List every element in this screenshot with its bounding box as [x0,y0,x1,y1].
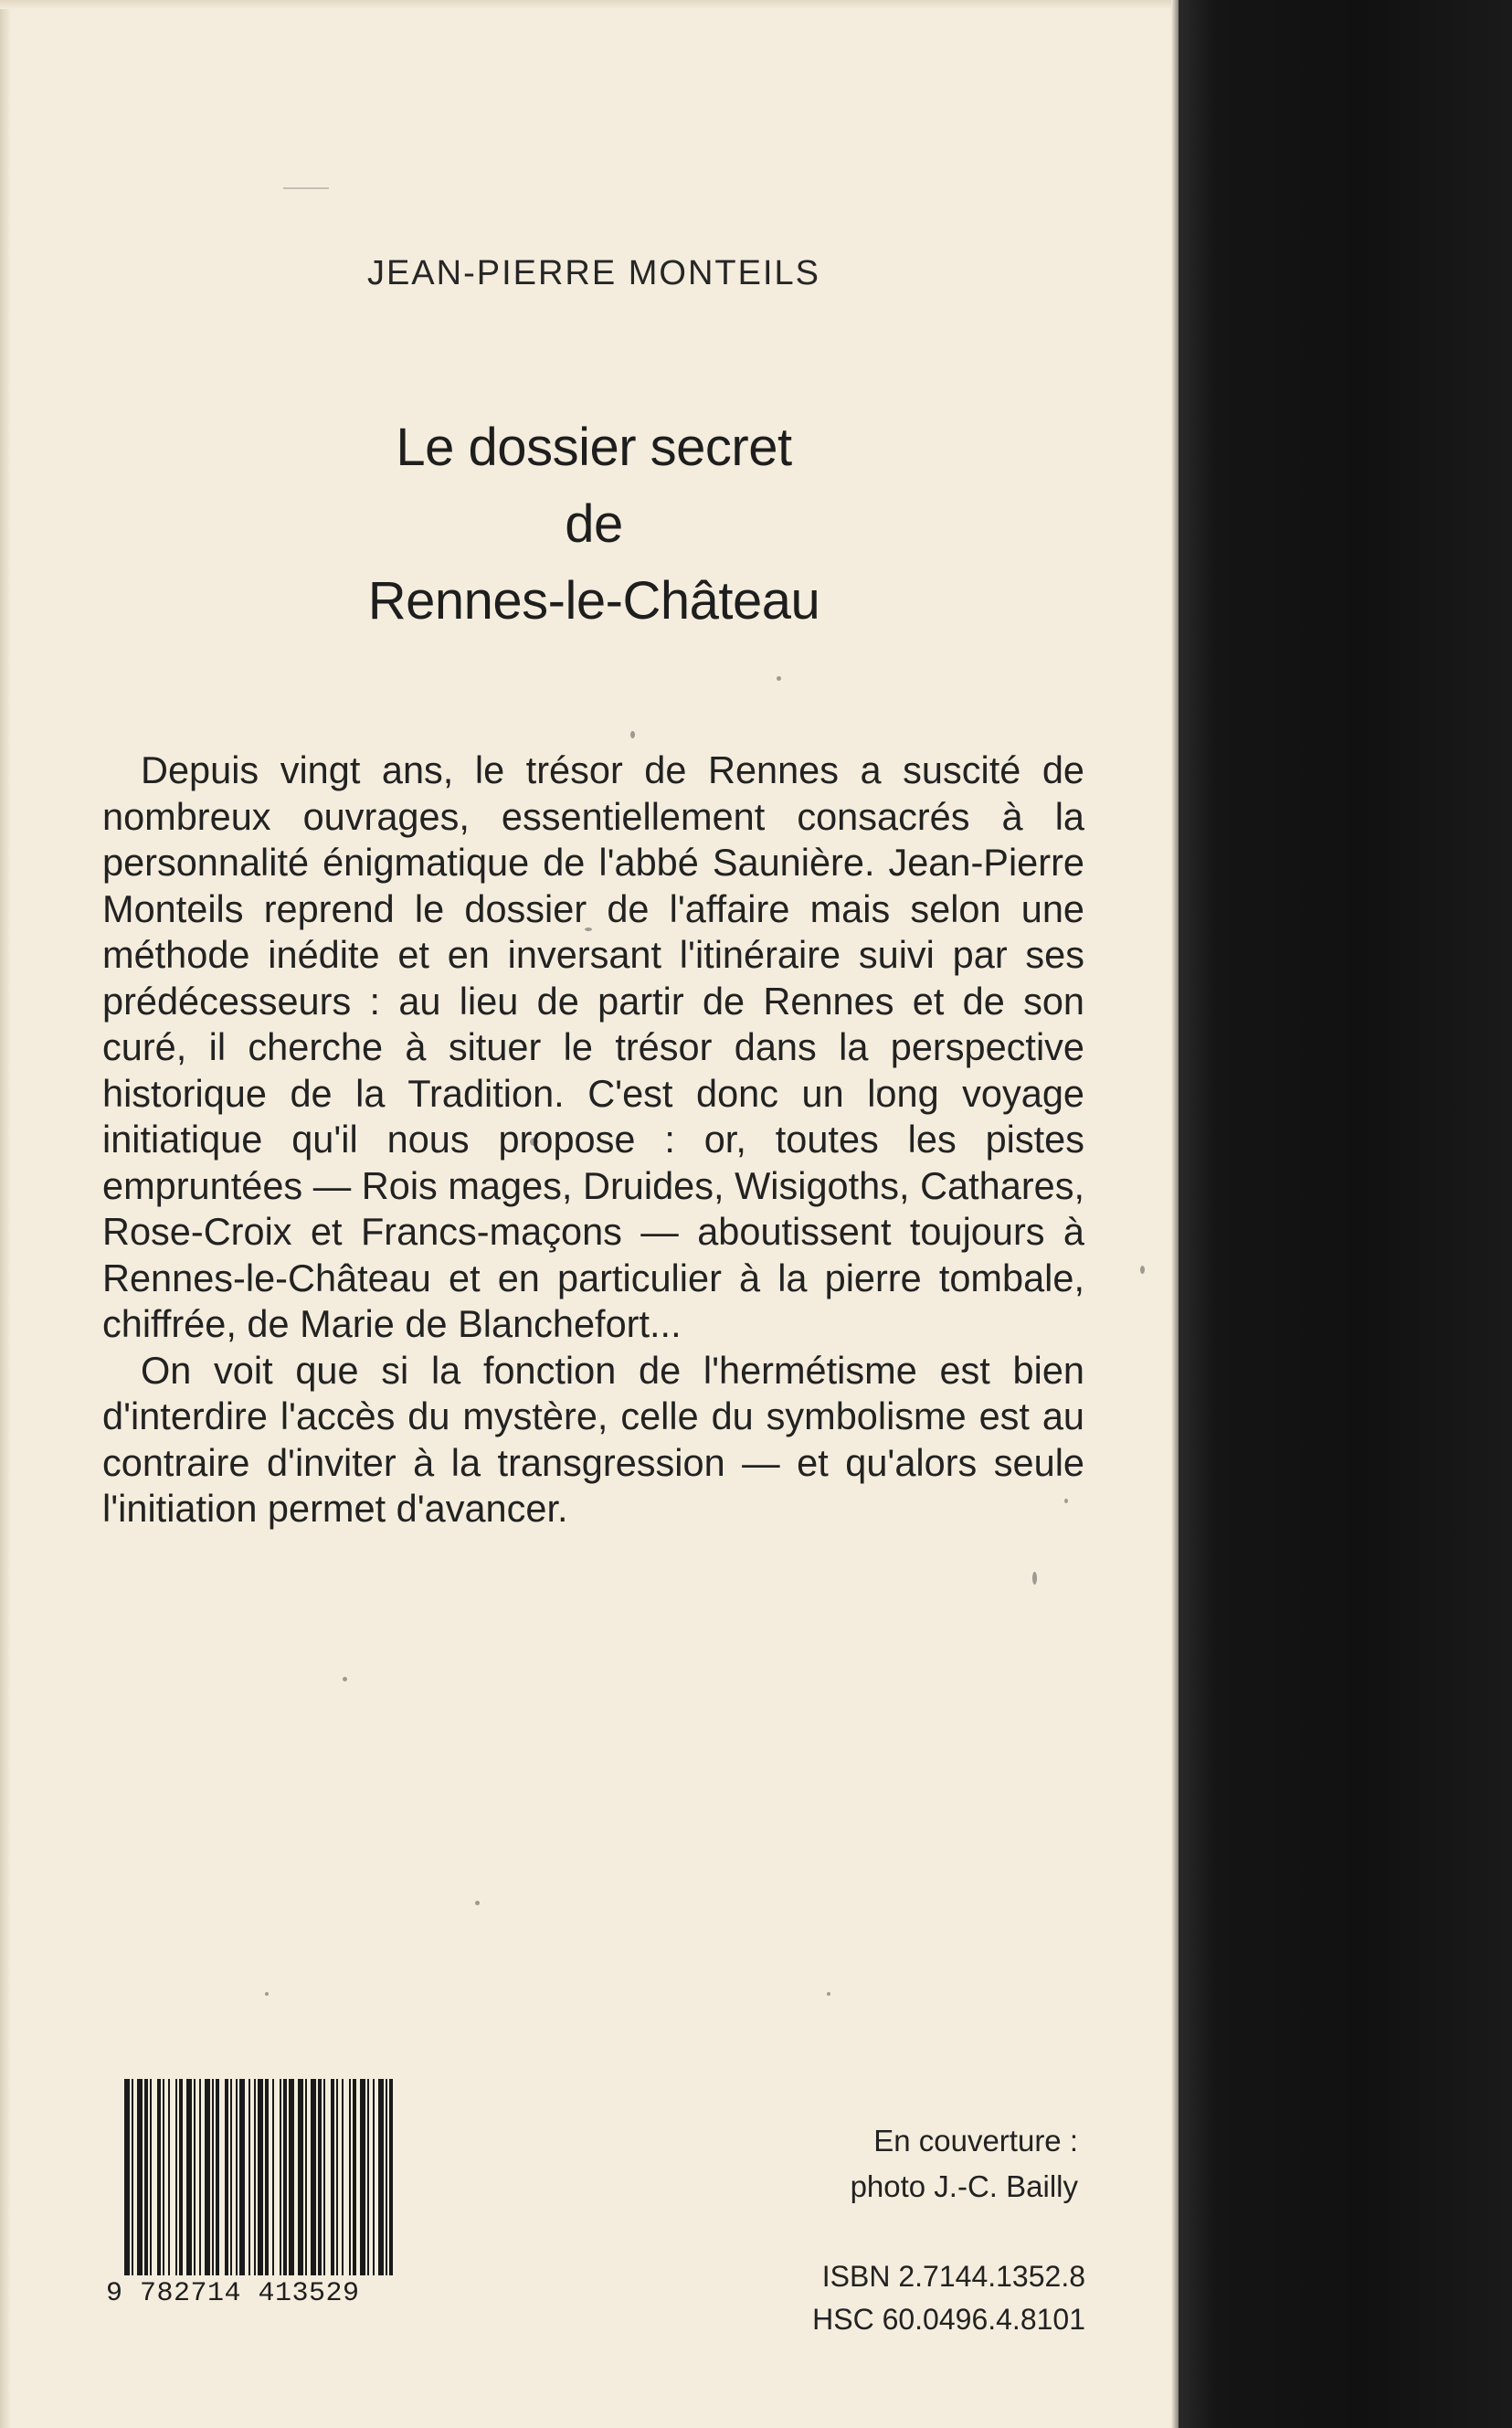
barcode-bar [386,2079,387,2275]
barcode-bar [175,2079,177,2275]
barcode-bar [360,2079,365,2275]
barcode-bar [280,2079,281,2275]
speck [265,1992,269,1996]
barcode-bar [225,2079,228,2275]
isbn-code: ISBN 2.7144.1352.8 [821,2260,1085,2293]
barcode-bar [272,2079,274,2275]
barcode-bar [378,2079,384,2275]
barcode-bar [283,2079,287,2275]
barcode [106,2079,407,2321]
barcode-bar [367,2079,369,2275]
credit-line-1: En couverture : [873,2124,1078,2158]
speck [630,731,635,738]
barcode-bar [216,2079,219,2275]
barcode-bar [157,2079,161,2275]
barcode-bar [353,2079,356,2275]
barcode-bar [336,2079,338,2275]
barcode-bar [230,2079,232,2275]
blurb-paragraph-1: Depuis vingt ans, le trésor de Rennes a suscité de nombreux ouvrages, essentiellement consacrés à la personnalité énigmatique de l'abbé Saunière. Jean-Pierre Monteils reprend le dossier de l'affaire mais selon une méthode inédite et en inversant l'itinéraire suivi par ses prédécesseurs : au lieu de partir de Rennes et de son curé, il cherche à situer le trésor dans la perspective historique de la Tradition. C'est donc un long voyage initiatique qu'il nous propose : or, toutes les pistes empruntées — Rois mages, Druides, Wisigoths, Cathares, Rose-Croix et Francs-maçons — aboutissent toujours à Rennes-le-Château et en particulier à la pierre tombale, chiffrée, de Marie de Blanchefort... [102,748,1084,1345]
barcode-bar [258,2079,263,2275]
author-name: JEAN-PIERRE MONTEILS [366,254,821,292]
barcode-bar [236,2079,238,2275]
title-line-1: Le dossier secret [396,418,792,477]
barcode-bar [144,2079,148,2275]
barcode-bar [194,2079,196,2275]
blurb [102,747,1084,1532]
credit-line-2: photo J.-C. Bailly [850,2169,1078,2203]
cover-left-edge [0,0,11,2428]
barcode-bars [106,2079,407,2275]
title-line-2: de [565,494,623,554]
book-spine [1179,0,1512,2428]
speck [343,1677,347,1681]
cover-credit [749,2118,1078,2210]
hsc-code: HSC 60.0496.4.8101 [812,2303,1085,2336]
barcode-bar [254,2079,256,2275]
title-line-3: Rennes-le-Château [367,571,820,631]
barcode-bar [186,2079,192,2275]
barcode-bar [168,2079,170,2275]
barcode-bar [179,2079,183,2275]
barcode-bar [305,2079,307,2275]
barcode-bar [239,2079,245,2275]
barcode-bar [289,2079,294,2275]
speck [777,676,781,681]
barcode-bar [163,2079,164,2275]
barcode-bar [132,2079,133,2275]
cover-top-edge [0,0,1179,9]
barcode-bar [331,2079,334,2275]
book-title [274,409,914,640]
barcode-bar [323,2079,325,2275]
barcode-bar [199,2079,201,2275]
barcode-number: 9 782714 413529 [106,2278,360,2309]
speck [283,187,329,189]
barcode-bar [389,2079,393,2275]
barcode-bar [150,2079,152,2275]
barcode-bar [265,2079,269,2275]
barcode-bar [342,2079,344,2275]
barcode-bar [318,2079,322,2275]
barcode-bar [124,2079,130,2275]
barcode-bar [248,2079,250,2275]
blurb-paragraph-2: On voit que si la fonction de l'hermétisme est bien d'interdire l'accès du mystère, celle du symbolisme est au contraire d'inviter à la transgression — et qu'alors seule l'initiation permet d'avancer. [102,1348,1084,1530]
speck [1140,1266,1145,1274]
publication-codes [749,2255,1085,2341]
barcode-bar [373,2079,375,2275]
speck [827,1992,830,1996]
barcode-bar [311,2079,316,2275]
barcode-bar [137,2079,143,2275]
speck [1032,1572,1037,1585]
barcode-bar [205,2079,210,2275]
barcode-bar [349,2079,351,2275]
speck [475,1901,480,1905]
barcode-bar [212,2079,214,2275]
barcode-bar [298,2079,303,2275]
